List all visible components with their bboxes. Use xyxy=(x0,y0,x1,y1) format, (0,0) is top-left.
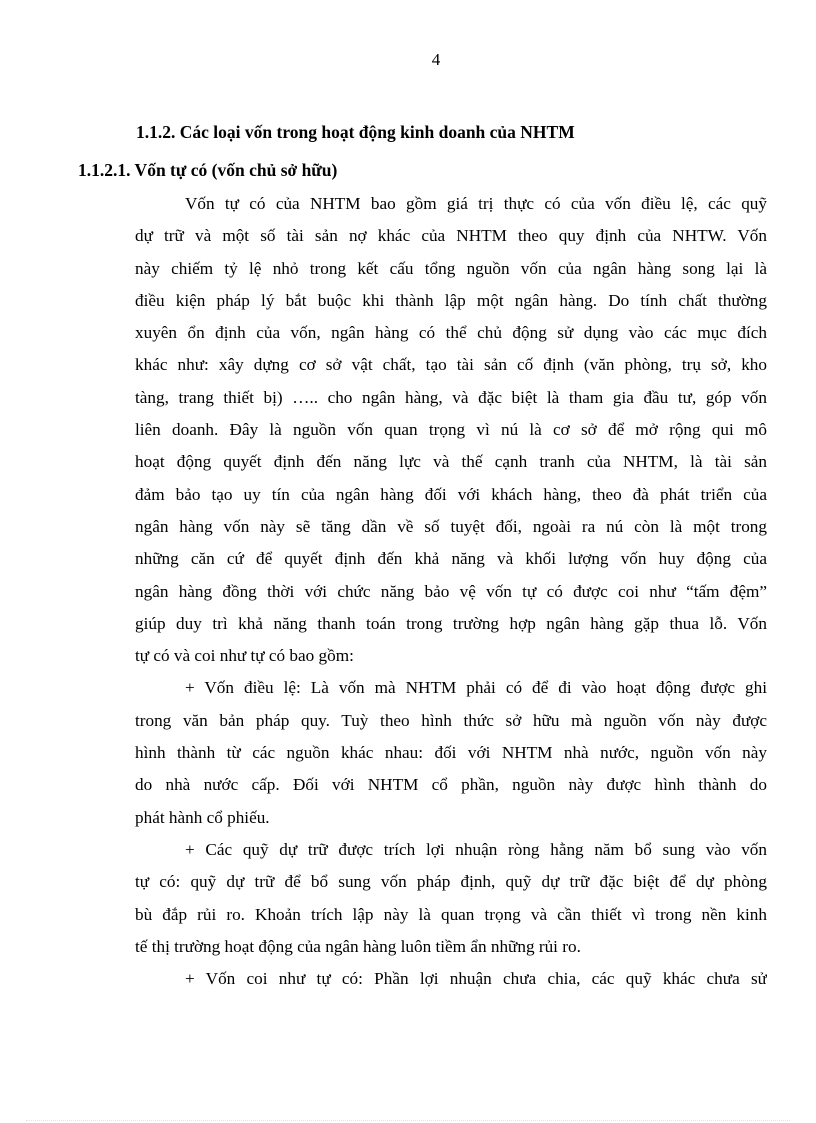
text-line: ngân hàng đồng thời với chức năng bảo vệ vốn tự có được coi như “tấm đệm” xyxy=(135,581,767,601)
text-line: hình thành từ các nguồn khác nhau: đối với NHTM nhà nước, nguồn vốn này xyxy=(135,743,767,763)
text-line: khác như: xây dựng cơ sở vật chất, tạo tài sản cố định (văn phòng, trụ sở, kho xyxy=(135,355,767,375)
text-line: phát hành cổ phiếu. xyxy=(135,807,270,827)
text-line: tàng, trang thiết bị) ….. cho ngân hàng, và đặc biệt là tham gia đầu tư, góp vốn xyxy=(135,387,767,407)
text-line: này chiếm tỷ lệ nhỏ trong kết cấu tổng nguồn vốn của ngân hàng song lại là xyxy=(135,258,767,278)
paragraph-equity-intro xyxy=(135,188,767,995)
text-line: bù đắp rủi ro. Khoản trích lập này là quan trọng và cần thiết vì trong nền kinh xyxy=(135,904,767,924)
text-line: + Vốn coi như tự có: Phần lợi nhuận chưa chia, các quỹ khác chưa sử xyxy=(185,969,767,989)
text-line: tự có: quỹ dự trữ để bổ sung vốn pháp định, quỹ dự trữ đặc biệt để dự phòng xyxy=(135,872,767,892)
text-line: hoạt động quyết định đến năng lực và thế cạnh tranh của NHTM, là tài sản xyxy=(135,452,767,472)
page-bottom-divider xyxy=(26,1120,790,1121)
text-line: đảm bảo tạo uy tín của ngân hàng đối với khách hàng, theo đà phát triển của xyxy=(135,484,767,504)
text-line: + Các quỹ dự trữ được trích lợi nhuận ròng hằng năm bổ sung vào vốn xyxy=(185,839,767,859)
section-heading: 1.1.2. Các loại vốn trong hoạt động kinh doanh của NHTM xyxy=(136,122,575,142)
text-line: do nhà nước cấp. Đối với NHTM cổ phần, nguồn này được hình thành do xyxy=(135,775,767,795)
text-line: Vốn tự có của NHTM bao gồm giá trị thực có của vốn điều lệ, các quỹ xyxy=(185,194,767,213)
text-line: ngân hàng vốn này sẽ tăng dần về số tuyệt đối, ngoài ra nú còn là một trong xyxy=(135,516,767,536)
text-line: trong văn bản pháp quy. Tuỳ theo hình thức sở hữu mà nguồn vốn này được xyxy=(135,710,767,730)
text-line: những căn cứ để quyết định đến khả năng và khối lượng vốn huy động của xyxy=(135,549,767,569)
text-line: xuyên ổn định của vốn, ngân hàng có thể chủ động sử dụng vào các mục đích xyxy=(135,323,767,343)
text-line: tự có và coi như tự có bao gồm: xyxy=(135,646,354,666)
text-line: giúp duy trì khả năng thanh toán trong trường hợp ngân hàng gặp thua lỗ. Vốn xyxy=(135,613,767,633)
text-line: + Vốn điều lệ: Là vốn mà NHTM phải có để đi vào hoạt động được ghi xyxy=(185,678,767,698)
text-line: tế thị trường hoạt động của ngân hàng luôn tiềm ẩn những rủi ro. xyxy=(135,936,581,956)
text-line: điều kiện pháp lý bắt buộc khi thành lập một ngân hàng. Do tính chất thường xyxy=(135,290,767,310)
page-number: 4 xyxy=(431,50,441,69)
text-line: dự trữ và một số tài sản nợ khác của NHTM theo quy định của NHTW. Vốn xyxy=(135,226,767,246)
text-line: liên doanh. Đây là nguồn vốn quan trọng vì nú là cơ sở để mở rộng qui mô xyxy=(135,420,767,440)
subsection-heading: 1.1.2.1. Vốn tự có (vốn chủ sở hữu) xyxy=(78,160,338,180)
